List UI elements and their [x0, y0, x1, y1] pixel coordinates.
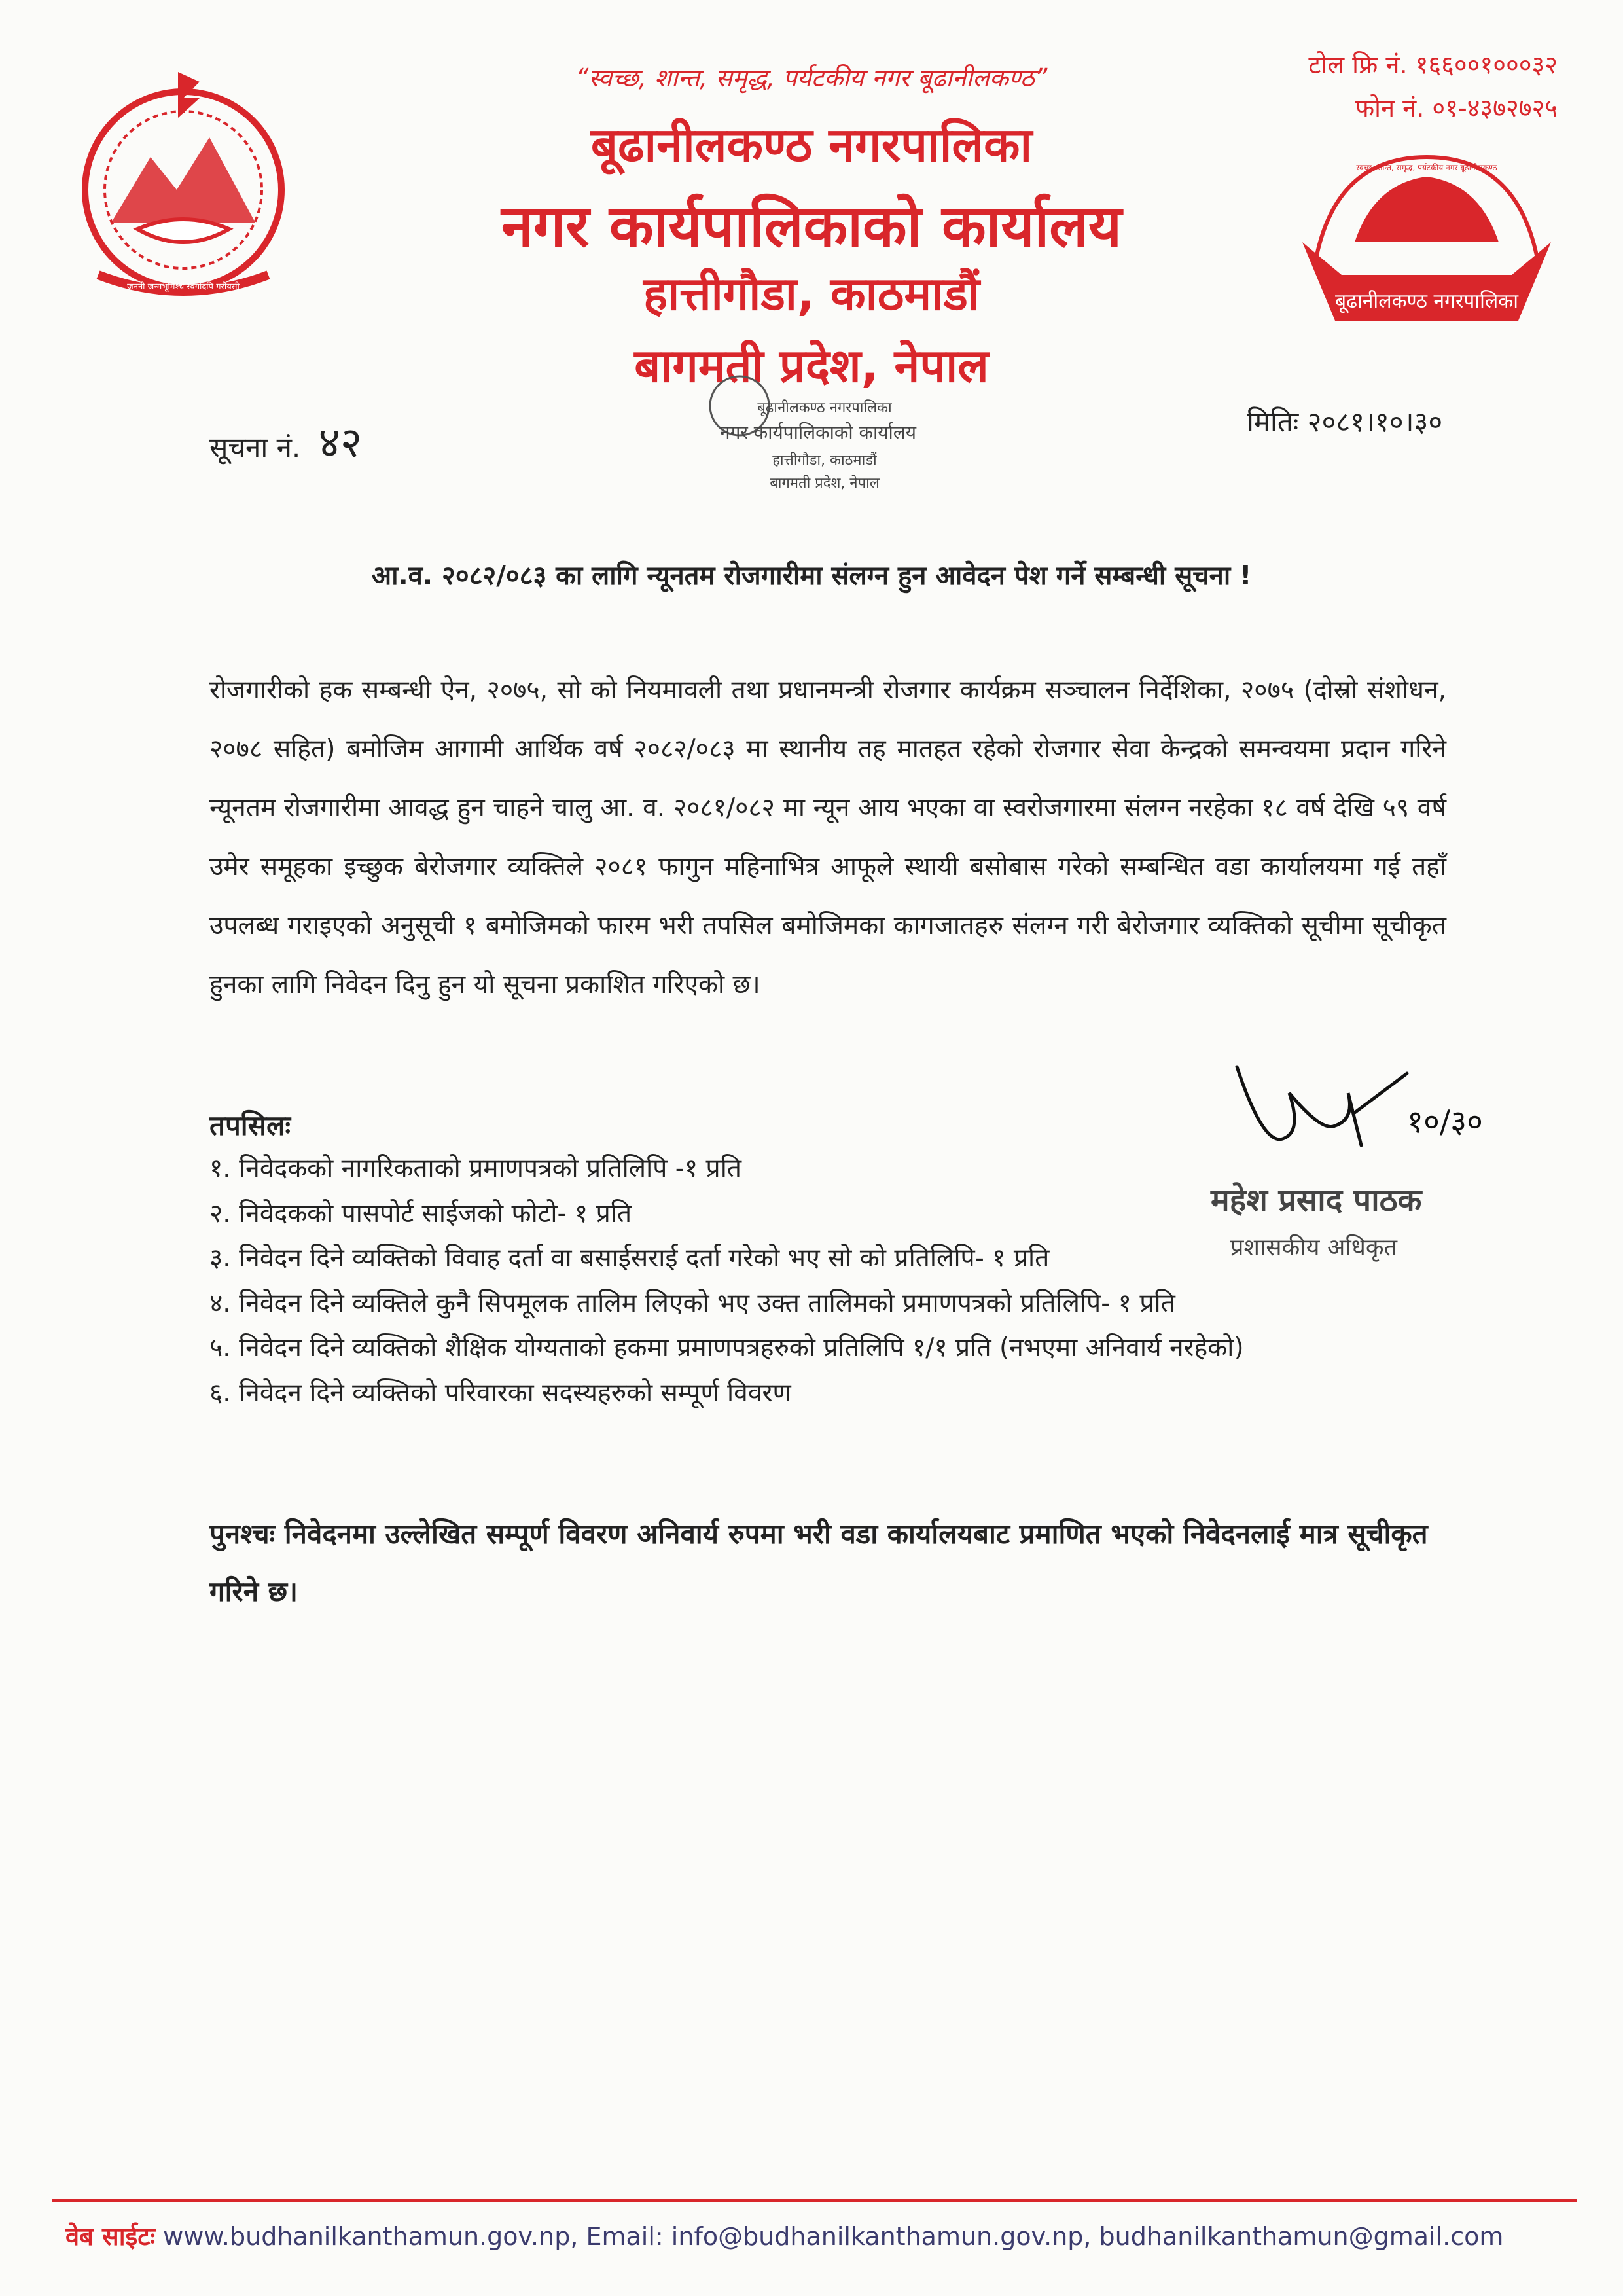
- footer-divider: [52, 2199, 1577, 2202]
- details-heading: तपसिलः: [209, 1109, 291, 1141]
- svg-text:जननी जन्मभूमिश्च स्वर्गादपि गर: जननी जन्मभूमिश्च स्वर्गादपि गरीयसी: [127, 282, 240, 292]
- website-label: वेब साईटः: [65, 2222, 156, 2251]
- footer-contact: www.budhanilkanthamun.gov.np, Email: info@budhanilkanthamun.gov.np, budhanilkanthamun@gmail.com: [163, 2222, 1504, 2251]
- list-item: २. निवेदकको पासपोर्ट साईजको फोटो- १ प्रति: [209, 1198, 632, 1229]
- signer-title: प्रशासकीय अधिकृत: [1230, 1234, 1398, 1261]
- signature-date: १०/३०: [1407, 1103, 1484, 1140]
- list-item: ६. निवेदन दिने व्यक्तिको परिवारका सदस्यहरुको सम्पूर्ण विवरण: [209, 1378, 791, 1408]
- postscript: पुनश्चः निवेदनमा उल्लेखित सम्पूर्ण विवरण अनिवार्य रुपमा भरी वडा कार्यालयबाट प्रमाणित भएको निवेदनलाई मात्र सूचीकृत गरिने छ।: [209, 1518, 1428, 1607]
- list-item: १. निवेदकको नागरिकताको प्रमाणपत्रको प्रतिलिपि -१ प्रति: [209, 1154, 742, 1183]
- notice-label: सूचना नं.: [209, 431, 301, 463]
- notice-number: [209, 412, 362, 469]
- province-country: बागमती प्रदेश, नेपाल: [634, 339, 989, 393]
- slogan: “स्वच्छ, शान्त, समृद्ध, पर्यटकीय नगर बूढानीलकण्ठ”: [575, 63, 1048, 92]
- svg-text:बागमती प्रदेश, नेपाल: बागमती प्रदेश, नेपाल: [770, 475, 880, 492]
- notice-subject: आ.व. २०८२/०८३ का लागि न्यूनतम रोजगारीमा संलग्न हुन आवेदन पेश गर्ने सम्बन्धी सूचना !: [371, 561, 1252, 591]
- svg-text:नगर कार्यपालिकाको कार्यालय: नगर कार्यपालिकाको कार्यालय: [720, 422, 916, 443]
- notice-body: रोजगारीको हक सम्बन्धी ऐन, २०७५, सो को नियमावली तथा प्रधानमन्त्री रोजगार कार्यक्रम सञ्चालन निर्देशिका, २०७५ (दोस्रो संशोधन, २०७८ सहित) बमोजिम आगामी आर्थिक वर्ष २०८२/०८३ मा स्थानीय तह मातहत रहेको रोजगार सेवा केन्द्रको समन्वयमा प्रदान गरिने न्यूनतम रोजगारीमा आवद्ध हुन चाहने चालु आ. व. २०८१/०८२ मा न्यून आय भएका वा स्वरोजगारमा संलग्न नरहेका १८ वर्ष देखि ५९ वर्ष उमेर समूहका इच्छुक बेरोजगार व्यक्तिले २०८१ फागुन महिनाभित्र आफूले स्थायी बसोबास गरेको सम्बन्धित वडा कार्यालयमा गई तहाँ उपलब्ध गराइएको अनुसूची १ बमोजिमको फारम भरी तपसिल बमोजिमका कागजातहरु संलग्न गरी बेरोजगार व्यक्तिको सूचीमा सूचीकृत हुनका लागि निवेदन दिनु हुन यो सूचना प्रकाशित गरिएको छ।: [209, 675, 1446, 999]
- office-name: नगर कार्यपालिकाको कार्यालय: [501, 192, 1122, 260]
- phone-number: फोन नं. ०१-४३७२७२५: [1355, 94, 1558, 122]
- svg-text:बूढानीलकण्ठ नगरपालिका: बूढानीलकण्ठ नगरपालिका: [757, 400, 892, 416]
- toll-free-number: टोल फ्रि नं. १६६००१०००३२: [1308, 50, 1558, 79]
- office-stamp: [687, 367, 936, 537]
- list-item: ३. निवेदन दिने व्यक्तिको विवाह दर्ता वा बसाईसराई दर्ता गरेको भए सो को प्रतिलिपि- १ प्रति: [209, 1244, 1050, 1273]
- svg-text:हात्तीगौडा, काठमाडौं: हात्तीगौडा, काठमाडौं: [772, 452, 877, 469]
- list-item: ५. निवेदन दिने व्यक्तिको शैक्षिक योग्यताको हकमा प्रमाणपत्रहरुको प्रतिलिपि १/१ प्रति (नभएमा अनिवार्य नरहेको): [209, 1333, 1244, 1363]
- date-label: मितिः: [1247, 406, 1299, 438]
- svg-text:स्वच्छ, शान्त, समृद्ध, पर्यटकी: स्वच्छ, शान्त, समृद्ध, पर्यटकीय नगर बूढानीलकण्ठ: [1356, 163, 1497, 172]
- municipality-name: बूढानीलकण्ठ नगरपालिका: [590, 117, 1033, 172]
- svg-text:बूढानीलकण्ठ नगरपालिका: बूढानीलकण्ठ नगरपालिका: [1334, 290, 1519, 313]
- signer-name: महेश प्रसाद पाठक: [1211, 1182, 1422, 1219]
- date-value: २०८१।१०।३०: [1307, 406, 1443, 438]
- notice-date: [1247, 403, 1442, 440]
- office-address: हात्तीगौडा, काठमाडौं: [643, 267, 980, 321]
- list-item: ४. निवेदन दिने व्यक्तिले कुनै सिपमूलक तालिम लिएको भए उक्त तालिमको प्रमाणपत्रको प्रतिलिपि- १ प्रति: [209, 1288, 1175, 1318]
- notice-number-value: ४२: [318, 419, 363, 467]
- footer: [65, 2219, 1503, 2253]
